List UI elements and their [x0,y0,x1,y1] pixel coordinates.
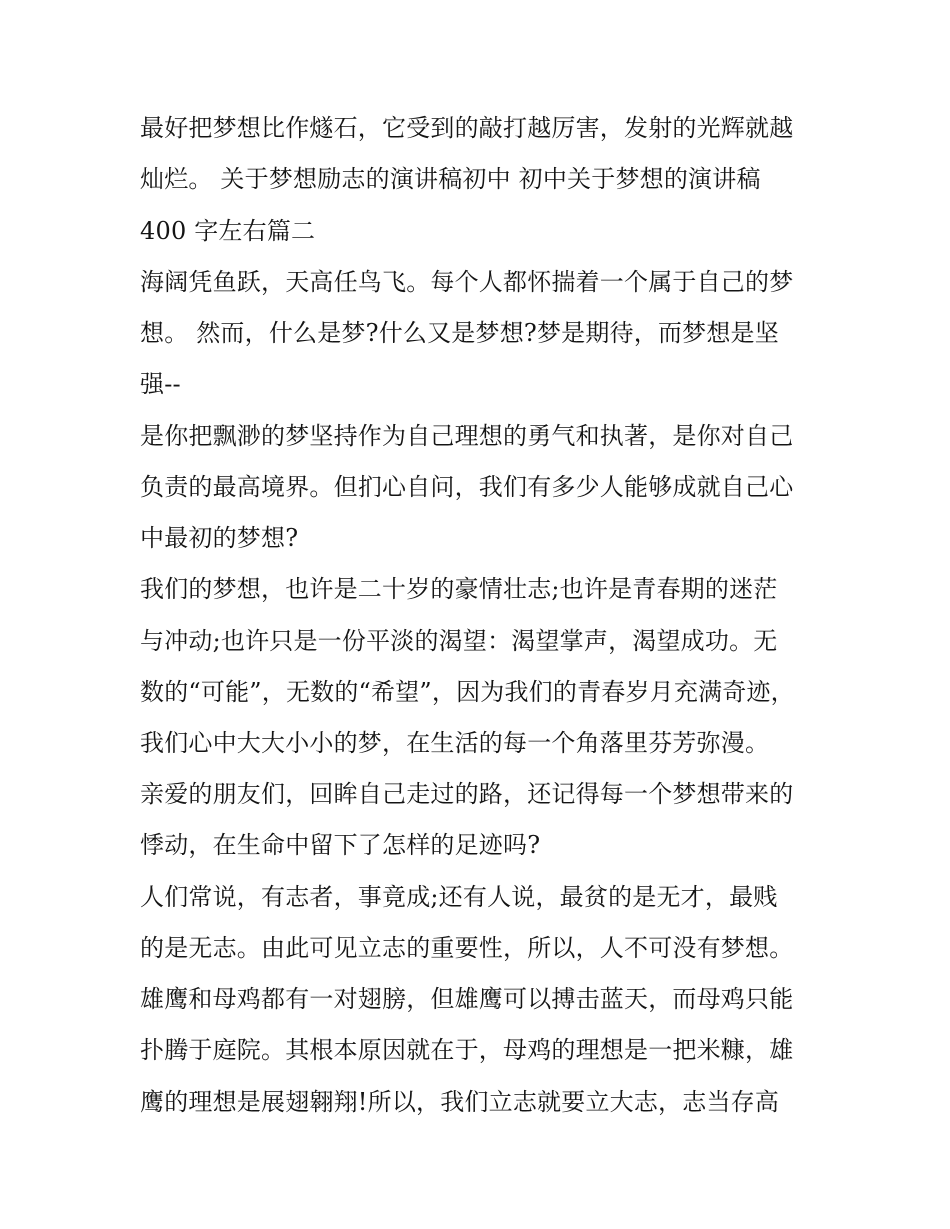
text-line: 最好把梦想比作燧石，它受到的敲打越厉害，发射的光辉就越 [140,114,794,142]
text-line: 我们的梦想，也许是二十岁的豪情壮志;也许是青春期的迷茫 [140,575,778,603]
text-line: 数的“可能”，无数的“希望”，因为我们的青春岁月充满奇迹， [140,678,795,706]
text-line: 400 字左右篇二 [140,217,316,245]
text-line: 亲爱的朋友们，回眸自己走过的路，还记得每一个梦想带来的 [140,780,794,808]
text-line: 负责的最高境界。但扪心自问，我们有多少人能够成就自己心 [140,473,794,501]
text-line: 扑腾于庭院。其根本原因就在于，母鸡的理想是一把米糠，雄 [140,1036,794,1064]
text-line: 悸动，在生命中留下了怎样的足迹吗? [140,831,541,859]
text-line: 想。 然而，什么是梦?什么又是梦想?梦是期待，而梦想是坚 [140,319,779,347]
text-line: 我们心中大大小小的梦，在生活的每一个角落里芬芳弥漫。 [140,729,770,757]
text-line: 中最初的梦想? [140,524,299,552]
text-line: 与冲动;也许只是一份平淡的渴望：渴望掌声，渴望成功。无 [140,627,778,655]
text-line: 强-- [140,370,181,398]
text-line: 人们常说，有志者，事竟成;还有人说，最贫的是无才，最贱 [140,883,778,911]
text-line: 的是无志。由此可见立志的重要性，所以，人不可没有梦想。 [140,934,794,962]
text-line: 是你把飘渺的梦坚持作为自己理想的勇气和执著，是你对自己 [140,422,794,450]
text-line: 雄鹰和母鸡都有一对翅膀，但雄鹰可以搏击蓝天，而母鸡只能 [140,985,794,1013]
text-line: 灿烂。 关于梦想励志的演讲稿初中 初中关于梦想的演讲稿 [140,165,761,193]
text-line: 鹰的理想是展翅翱翔!所以，我们立志就要立大志，志当存高 [140,1088,780,1116]
text-line: 海阔凭鱼跃，天高任鸟飞。每个人都怀揣着一个属于自己的梦 [140,268,794,296]
